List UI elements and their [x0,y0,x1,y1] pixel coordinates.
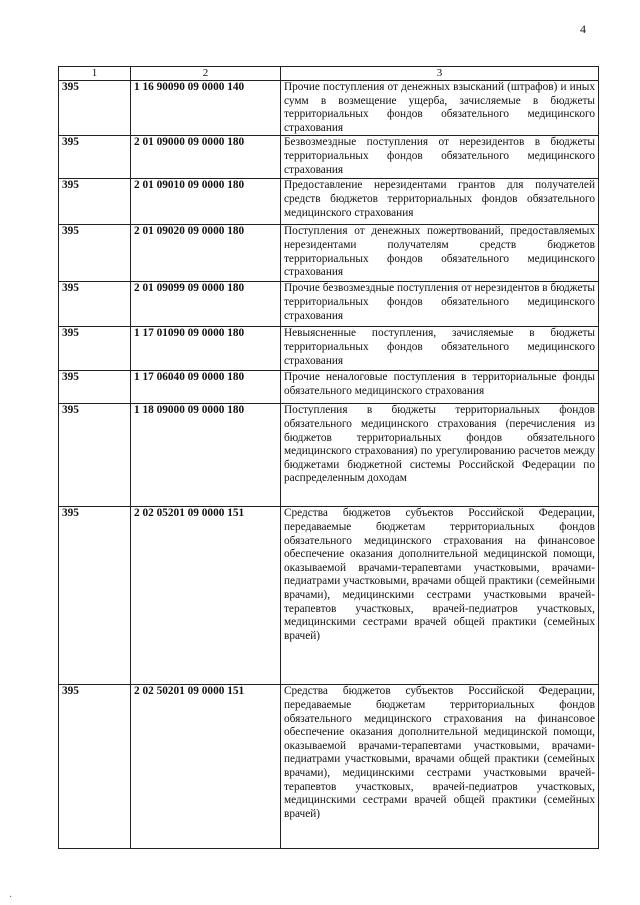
table-header-row [59,67,599,81]
description-cell: Прочие поступления от денежных взысканий (штрафов) и иных сумм в возмещение ущерба, зачисляемые в бюджеты территориальных фондов обязательного медицинского страхования [281,81,599,136]
admin-code-cell: 395 [59,507,131,685]
table-row [59,685,599,849]
admin-code-cell: 395 [59,282,131,327]
description-cell: Поступления в бюджеты территориальных фондов обязательного медицинского страхования (перечисления из бюджетов территориальных фондов обязательного медицинского страхования) по урегулированию расчетов между бюджетами бюджетной системы Российской Федерации по распределенным доходам [281,404,599,507]
column-header-2: 2 [131,67,281,81]
description-cell: Средства бюджетов субъектов Российской Федерации, передаваемые бюджетам территориальных фондов обязательного медицинского страхования на финансовое обеспечение оказания дополнительной медицинской помощи, оказываемой врачами-терапевтами участковыми, врачами-педиатрами участковыми, врачами общей практики (семейных врачами), медицинскими сестрами участковыми врачей-терапевтов участковых, врачей-педиатров участковых, медицинскими сестрами врачей общей практики (семейных врачей) [281,685,599,849]
page-number: 4 [580,22,586,36]
budget-code-cell: 1 16 90090 09 0000 140 [131,81,281,136]
budget-code-cell: 2 01 09000 09 0000 180 [131,136,281,179]
table-row [59,136,599,179]
description-cell: Средства бюджетов субъектов Российской Федерации, передаваемые бюджетам территориальных фондов обязательного медицинского страхования на финансовое обеспечение оказания дополнительной медицинской помощи, оказываемой врачами-терапевтами участковыми, врачами-педиатрами участковыми, врачами общей практики (семейными врачами), медицинскими сестрами участковыми врачей-терапевтов участковых, врачей-педиатров участковых, медицинскими сестрами врачей общей практики (семейных врачей) [281,507,599,685]
budget-classification-table [58,66,599,849]
budget-code-cell: 2 01 09010 09 0000 180 [131,179,281,225]
table-row [59,179,599,225]
budget-code-cell: 2 01 09099 09 0000 180 [131,282,281,327]
description-cell: Невыясненные поступления, зачисляемые в бюджеты территориальных фондов обязательного медицинского страхования [281,327,599,371]
table-row [59,507,599,685]
admin-code-cell: 395 [59,685,131,849]
description-cell: Безвозмездные поступления от нерезидентов в бюджеты территориальных фондов обязательного медицинского страхования [281,136,599,179]
budget-code-cell: 1 17 01090 09 0000 180 [131,327,281,371]
table-row [59,225,599,282]
admin-code-cell: 395 [59,327,131,371]
budget-code-cell: 2 02 05201 09 0000 151 [131,507,281,685]
budget-code-cell: 2 02 50201 09 0000 151 [131,685,281,849]
admin-code-cell: 395 [59,371,131,404]
description-cell: Поступления от денежных пожертвований, предоставляемых нерезидентами получателям средств бюджетов территориальных фондов обязательного медицинского страхования [281,225,599,282]
table-row [59,327,599,371]
description-cell: Предоставление нерезидентами грантов для получателей средств бюджетов территориальных фондов обязательного медицинского страхования [281,179,599,225]
admin-code-cell: 395 [59,225,131,282]
budget-code-cell: 2 01 09020 09 0000 180 [131,225,281,282]
table-row [59,404,599,507]
table-row [59,81,599,136]
table-row [59,371,599,404]
column-header-3: 3 [281,67,599,81]
column-header-1: 1 [59,67,131,81]
scan-speck: · [9,892,13,903]
budget-code-cell: 1 18 09000 09 0000 180 [131,404,281,507]
admin-code-cell: 395 [59,81,131,136]
admin-code-cell: 395 [59,179,131,225]
admin-code-cell: 395 [59,404,131,507]
description-cell: Прочие неналоговые поступления в территориальные фонды обязательного медицинского страхования [281,371,599,404]
admin-code-cell: 395 [59,136,131,179]
description-cell: Прочие безвозмездные поступления от нерезидентов в бюджеты территориальных фондов обязательного медицинского страхования [281,282,599,327]
table-row [59,282,599,327]
budget-code-cell: 1 17 06040 09 0000 180 [131,371,281,404]
